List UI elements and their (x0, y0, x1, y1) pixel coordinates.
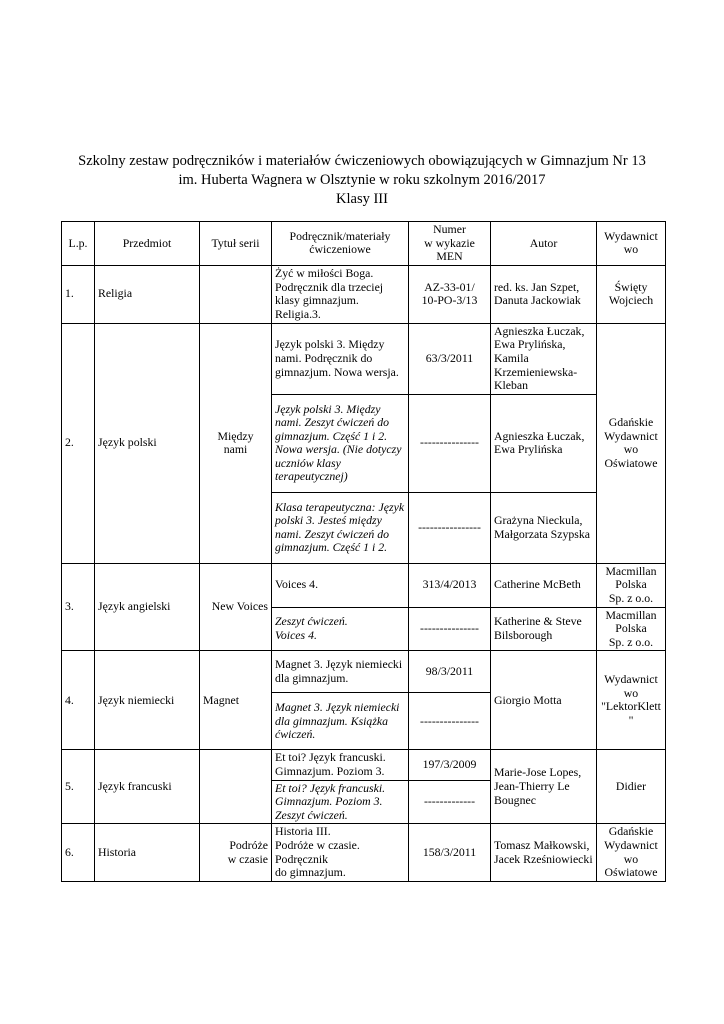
document-title (0, 152, 724, 209)
number-cell: AZ-33-01/ 10-PO-3/13 (409, 265, 491, 323)
lp-cell: 5. (62, 750, 95, 824)
publisher-cell: Macmillan Polska Sp. z o.o. (597, 607, 666, 651)
series-cell (200, 750, 272, 824)
table-row (62, 824, 666, 881)
lp-cell: 3. (62, 563, 95, 651)
publisher-cell: Macmillan Polska Sp. z o.o. (597, 563, 666, 607)
publisher-cell: Gdańskie Wydawnictwo Oświatowe (597, 323, 666, 563)
number-cell: ------------- (409, 780, 491, 824)
header-tytul-serii: Tytuł serii (200, 222, 272, 266)
header-przedmiot: Przedmiot (95, 222, 200, 266)
title-line-1: Szkolny zestaw podręczników i materiałów ćwiczeniowych obowiązujących w Gimnazjum Nr 13 (78, 153, 646, 169)
author-cell: Catherine McBeth (491, 563, 597, 607)
number-cell: 158/3/2011 (409, 824, 491, 881)
series-cell: Między nami (200, 323, 272, 563)
book-cell: Et toi? Język francuski. Gimnazjum. Poziom 3. (272, 750, 409, 780)
author-cell: Grażyna Nieckula, Małgorzata Szypska (491, 492, 597, 563)
author-cell: Agnieszka Łuczak, Ewa Prylińska (491, 394, 597, 492)
book-cell: Voices 4. (272, 563, 409, 607)
number-cell: --------------- (409, 394, 491, 492)
table-row (62, 750, 666, 780)
author-cell: red. ks. Jan Szpet, Danuta Jackowiak (491, 265, 597, 323)
lp-cell: 6. (62, 824, 95, 881)
header-podrecznik: Podręcznik/materiały ćwiczeniowe (272, 222, 409, 266)
number-cell: 98/3/2011 (409, 651, 491, 693)
subject-cell: Język angielski (95, 563, 200, 651)
subject-cell: Język polski (95, 323, 200, 563)
number-cell: --------------- (409, 607, 491, 651)
book-cell: Zeszyt ćwiczeń. Voices 4. (272, 607, 409, 651)
lp-cell: 1. (62, 265, 95, 323)
table-row (62, 563, 666, 607)
book-cell: Żyć w miłości Boga. Podręcznik dla trzeciej klasy gimnazjum. Religia.3. (272, 265, 409, 323)
textbook-table (61, 221, 666, 882)
header-numer: Numer w wykazie MEN (409, 222, 491, 266)
number-cell: 197/3/2009 (409, 750, 491, 780)
publisher-cell: Gdańskie Wydawnictwo Oświatowe (597, 824, 666, 881)
publisher-cell: Didier (597, 750, 666, 824)
author-cell: Katherine & Steve Bilsborough (491, 607, 597, 651)
table-row (62, 323, 666, 394)
header-row (62, 222, 666, 266)
table-row (62, 265, 666, 323)
number-cell: 313/4/2013 (409, 563, 491, 607)
header-lp: L.p. (62, 222, 95, 266)
subject-cell: Język niemiecki (95, 651, 200, 750)
series-cell: Podróże w czasie (200, 824, 272, 881)
book-cell: Język polski 3. Między nami. Podręcznik do gimnazjum. Nowa wersja. (272, 323, 409, 394)
author-cell: Marie-Jose Lopes, Jean-Thierry Le Bougnec (491, 750, 597, 824)
book-cell: Magnet 3. Język niemiecki dla gimnazjum. Książka ćwiczeń. (272, 693, 409, 750)
book-cell: Historia III. Podróże w czasie. Podręcznik do gimnazjum. (272, 824, 409, 881)
series-cell: New Voices (200, 563, 272, 651)
book-cell: Klasa terapeutyczna: Język polski 3. Jesteś między nami. Zeszyt ćwiczeń do gimnazjum. Część 1 i 2. (272, 492, 409, 563)
title-line-3: Klasy III (336, 191, 388, 207)
book-cell: Magnet 3. Język niemiecki dla gimnazjum. (272, 651, 409, 693)
lp-cell: 2. (62, 323, 95, 563)
book-cell: Język polski 3. Między nami. Zeszyt ćwiczeń do gimnazjum. Część 1 i 2. Nowa wersja. (Nie dotyczy uczniów klasy terapeutycznej) (272, 394, 409, 492)
publisher-cell: Wydawnictwo "LektorKlett" (597, 651, 666, 750)
series-cell: Magnet (200, 651, 272, 750)
lp-cell: 4. (62, 651, 95, 750)
header-wydawnictwo: Wydawnictwo (597, 222, 666, 266)
table-row (62, 651, 666, 693)
number-cell: ---------------- (409, 492, 491, 563)
title-line-2: im. Huberta Wagnera w Olsztynie w roku szkolnym 2016/2017 (178, 172, 546, 188)
series-cell (200, 265, 272, 323)
subject-cell: Historia (95, 824, 200, 881)
number-cell: --------------- (409, 693, 491, 750)
subject-cell: Religia (95, 265, 200, 323)
publisher-cell: Święty Wojciech (597, 265, 666, 323)
author-cell: Agnieszka Łuczak, Ewa Prylińska, Kamila Krzemieniewska-Kleban (491, 323, 597, 394)
subject-cell: Język francuski (95, 750, 200, 824)
book-cell: Et toi? Język francuski. Gimnazjum. Poziom 3. Zeszyt ćwiczeń. (272, 780, 409, 824)
header-autor: Autor (491, 222, 597, 266)
author-cell: Tomasz Małkowski, Jacek Rześniowiecki (491, 824, 597, 881)
author-cell: Giorgio Motta (491, 651, 597, 750)
number-cell: 63/3/2011 (409, 323, 491, 394)
